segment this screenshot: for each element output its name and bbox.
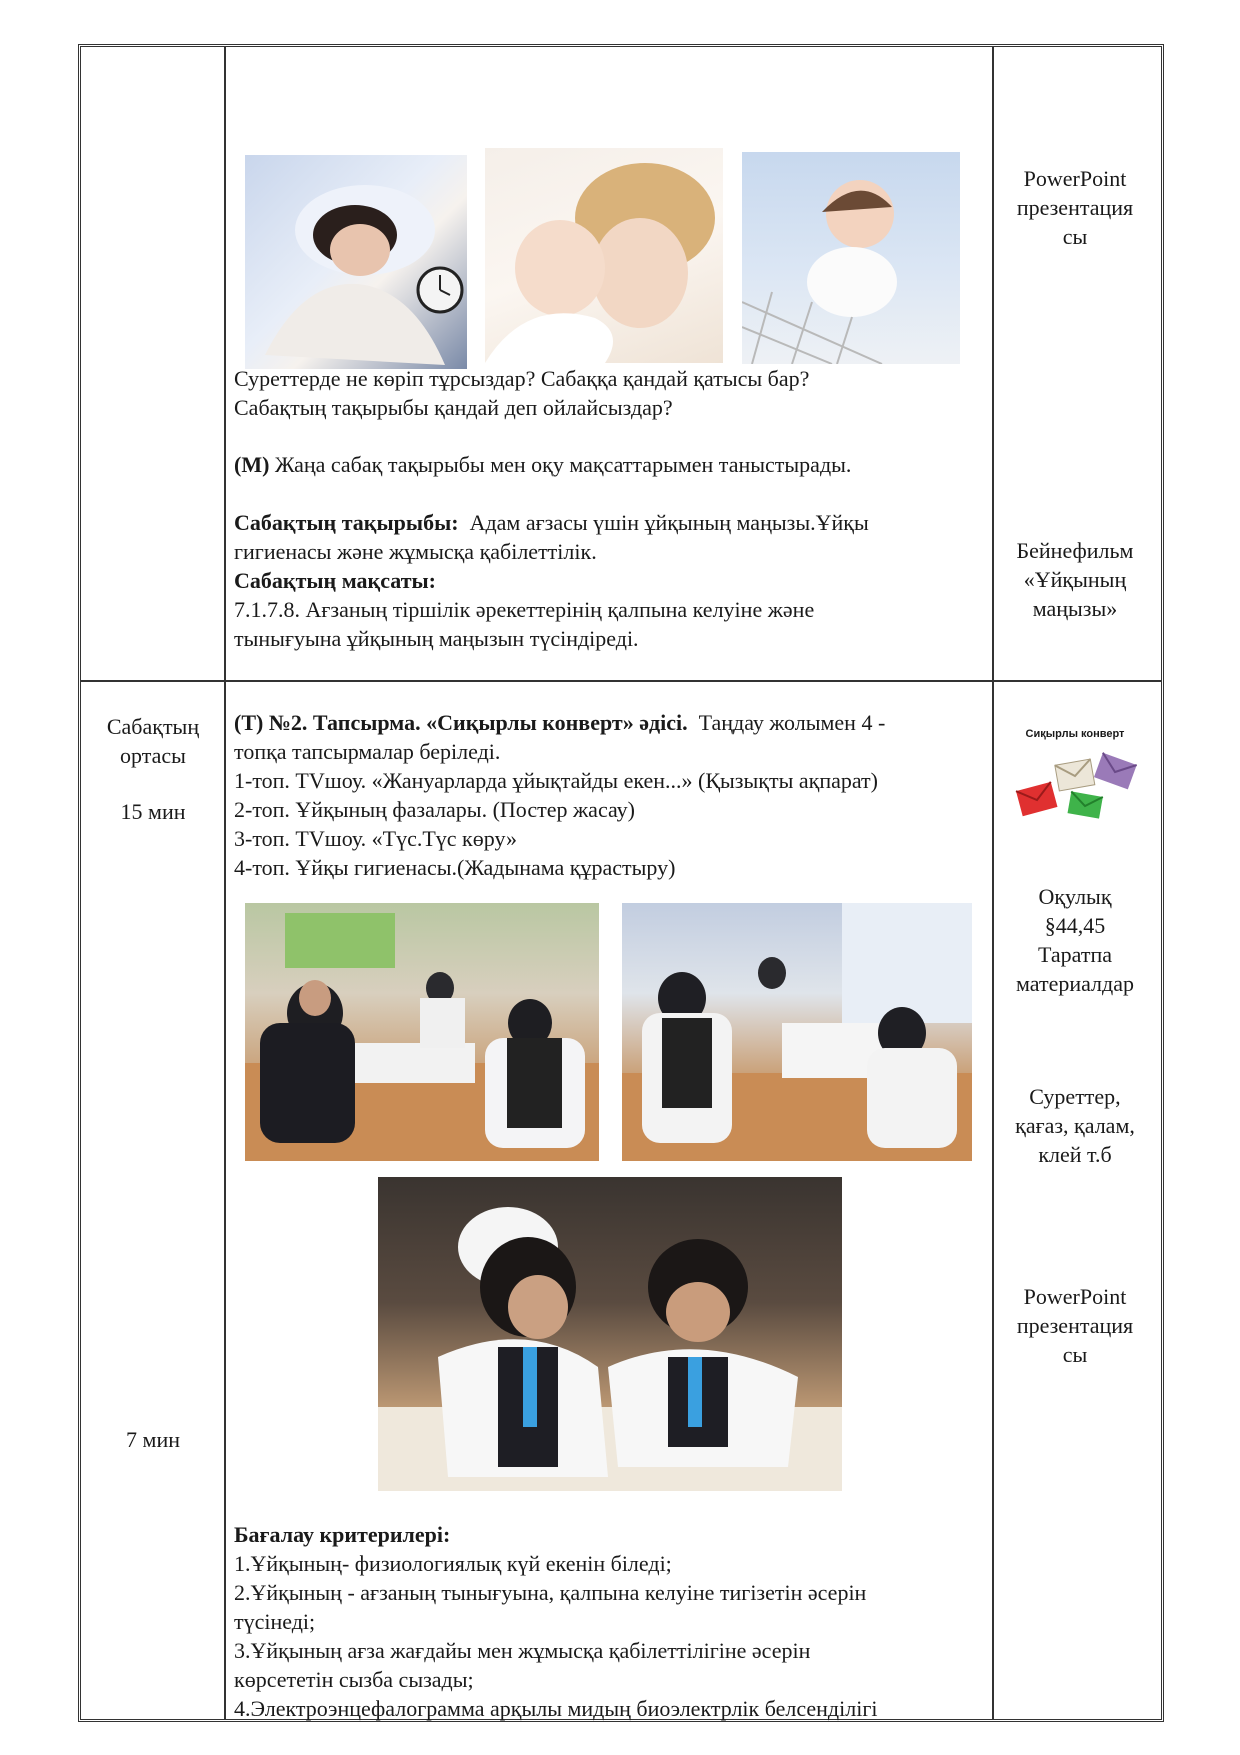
- group-4-task: 4-топ. Ұйқы гигиенасы.(Жадынама құрастыру): [234, 855, 676, 880]
- method-m-text: Жаңа сабақ тақырыбы мен оқу мақсаттарымен таныстырады.: [274, 452, 852, 477]
- photo-baby-sleeping: [742, 152, 960, 364]
- task-text: Таңдау жолымен 4 -: [698, 710, 886, 735]
- group-2-task: 2-топ. Ұйқының фазалары. (Постер жасау): [234, 797, 635, 822]
- photo-mother-and-baby: [485, 148, 723, 363]
- resource-video: Бейнефильм «Ұйқының маңызы»: [1016, 538, 1134, 621]
- resource-powerpoint-2: PowerPoint презентация сы: [1016, 1284, 1134, 1367]
- method-m-line: [234, 450, 851, 479]
- resource-textbook: Оқулық §44,45 Таратпа материалдар: [1015, 884, 1134, 996]
- stage-time-2: 7 мин: [126, 1427, 180, 1452]
- lesson-stage: Сабақтың ортасы: [106, 714, 200, 768]
- stage-time-1: 15 мин: [120, 799, 186, 824]
- criterion-3-line-2: көрсететін сызба сызады;: [234, 1667, 474, 1692]
- criteria-label: Бағалау критерилері:: [234, 1522, 451, 1547]
- envelope-title: Сиқырлы конверт: [1025, 728, 1125, 740]
- intro-question-1: Суреттерде не көріп тұрсыздар? Сабаққа қандай қатысы бар?: [234, 366, 810, 391]
- photo-classroom-2: [622, 903, 972, 1161]
- lesson-topic-text: Адам ағзасы үшін ұйқының маңызы.Ұйқы: [469, 510, 869, 535]
- intro-question-2: Сабақтың тақырыбы қандай деп ойлайсыздар?: [234, 395, 673, 420]
- resource-materials: Суреттер, қағаз, қалам, клей т.б: [1015, 1084, 1135, 1167]
- column-divider: [992, 47, 994, 1719]
- photo-students-drawing: [378, 1177, 842, 1491]
- lesson-topic-line: [234, 508, 869, 537]
- lesson-goal-text-2: тынығуына ұйқының маңызын түсіндіреді.: [234, 626, 639, 651]
- photo-woman-sleeping: [245, 155, 467, 369]
- criterion-1: 1.Ұйқының- физиологиялық күй екенін біледі;: [234, 1551, 672, 1576]
- lesson-goal-text-1: 7.1.7.8. Ағзаның тіршілік әрекеттерінің қалпына келуіне және: [234, 597, 815, 622]
- method-m-label: (М): [234, 452, 270, 477]
- criterion-3-line-1: 3.Ұйқының ағза жағдайы мен жұмысқа қабілеттілігіне әсерін: [234, 1638, 811, 1663]
- criterion-2-line-1: 2.Ұйқының - ағзаның тынығуына, қалпына келуіне тигізетін әсерін: [234, 1580, 867, 1605]
- criterion-4: 4.Электроэнцефалограмма арқылы мидың биоэлектрлік белсенділігі: [234, 1696, 878, 1721]
- resource-powerpoint: PowerPoint презентация сы: [1016, 166, 1134, 249]
- task-label: (Т) №2. Тапсырма. «Сиқырлы конверт» әдісі.: [234, 710, 688, 735]
- task-text-2: топқа тапсырмалар беріледі.: [234, 739, 501, 764]
- group-1-task: 1-топ. TVшоу. «Жануарларда ұйықтайды екен...» (Қызықты ақпарат): [234, 768, 878, 793]
- criterion-2-line-2: түсінеді;: [234, 1609, 316, 1634]
- photo-classroom-1: [245, 903, 599, 1161]
- envelope-icon: [1015, 748, 1145, 824]
- lesson-topic-label: Сабақтың тақырыбы:: [234, 510, 459, 535]
- lesson-goal-label: Сабақтың мақсаты:: [234, 568, 437, 593]
- lesson-topic-text-2: гигиенасы және жұмысқа қабілеттілік.: [234, 539, 597, 564]
- task-heading-line: [234, 708, 885, 737]
- column-divider: [224, 47, 226, 1719]
- row-divider: [81, 680, 1161, 682]
- group-3-task: 3-топ. TVшоу. «Түс.Түс көру»: [234, 826, 518, 851]
